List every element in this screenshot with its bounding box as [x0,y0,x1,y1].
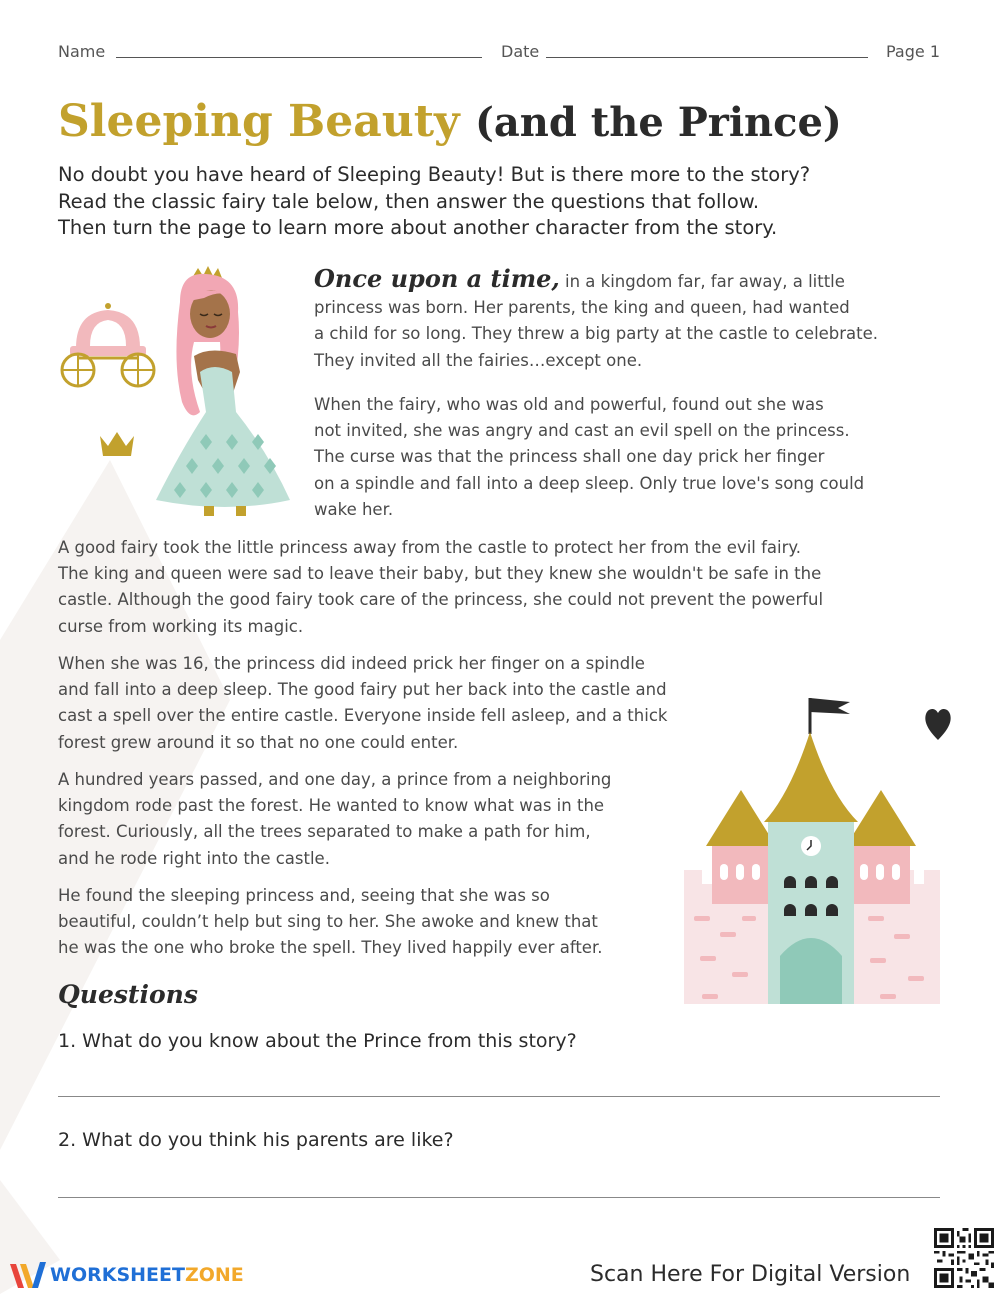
story-paragraph-3 [58,535,823,640]
title-main: Sleeping Beauty [58,96,460,147]
questions-heading: Questions [58,980,198,1009]
story-line: forest grew around it so that no one could enter. [58,732,459,752]
story-line: on a spindle and fall into a deep sleep. Only true love's song could [314,473,865,493]
brand-zone: ZONE [184,1264,244,1286]
princess-illustration [150,262,300,522]
worksheetzone-logo [8,1258,48,1292]
question-1 [58,1030,577,1052]
story-line: a child for so long. They threw a big party at the castle to celebrate. [314,324,879,344]
question-text: What do you know about the Prince from this story? [76,1030,577,1052]
crown-icon [98,428,136,458]
story-line: wake her. [314,499,394,519]
story-lead: Once upon a time, [314,264,560,293]
story-paragraph-5 [58,767,611,872]
story-line: forest. Curiously, all the trees separated to make a path for him, [58,822,591,842]
intro-line: Then turn the page to learn more about another character from the story. [58,216,778,239]
story-line: The curse was that the princess shall one day prick her finger [314,447,825,467]
story-line: When she was 16, the princess did indeed prick her finger on a spindle [58,654,645,673]
story-line: castle. Although the good fairy took care of the princess, she could not prevent the powerful [58,590,824,610]
story-paragraph-1 [314,266,878,374]
story-line: They invited all the fairies…except one. [314,350,643,370]
story-line: kingdom rode past the forest. He wanted to know what was in the [58,796,605,816]
story-line: The king and queen were sad to leave their baby, but they knew she wouldn't be safe in the [58,564,822,584]
answer-line-2[interactable] [58,1197,940,1198]
brand-name [50,1264,244,1286]
story-line: he was the one who broke the spell. They lived happily ever after. [58,938,603,958]
question-number: 1. [58,1030,77,1052]
header-fields [58,40,942,64]
story-line: in a kingdom far, far away, a little [559,272,845,291]
answer-line-1[interactable] [58,1096,940,1097]
story-line: A hundred years passed, and one day, a prince from a neighboring [58,770,612,789]
story-paragraph-4 [58,651,667,756]
page-title [58,96,842,147]
story-line: princess was born. Her parents, the king and queen, had wanted [314,298,850,318]
brand-main: WORKSHEET [50,1264,185,1286]
intro-line: Read the classic fairy tale below, then answer the questions that follow. [58,189,760,213]
intro-text [58,162,958,242]
question-number: 2. [58,1129,77,1151]
story-line: and fall into a deep sleep. The good fairy put her back into the castle and [58,680,667,700]
qr-code[interactable] [934,1228,994,1288]
story-line: and he rode right into the castle. [58,848,330,868]
story-line: He found the sleeping princess and, seeing that she was so [58,886,550,905]
story-line: curse from working its magic. [58,616,304,636]
story-paragraph-2 [314,392,864,523]
story-line: When the fairy, who was old and powerful, found out she was [314,395,824,414]
date-label: Date [501,42,540,61]
scan-text: Scan Here For Digital Version [590,1262,911,1287]
intro-line: No doubt you have heard of Sleeping Beauty! But is there more to the story? [58,163,811,186]
carriage-icon [56,300,160,392]
page-number: Page 1 [886,42,940,61]
date-line[interactable] [546,57,868,58]
castle-illustration [680,694,944,1010]
story-line: cast a spell over the entire castle. Everyone inside fell asleep, and a thick [58,706,668,726]
story-line: beautiful, couldn’t help but sing to her. She awoke and knew that [58,912,598,932]
question-2 [58,1129,454,1151]
question-text: What do you think his parents are like? [76,1129,454,1151]
story-line: A good fairy took the little princess away from the castle to protect her from the evil fairy. [58,538,802,557]
story-paragraph-6 [58,883,602,962]
name-line[interactable] [116,57,482,58]
title-sub: (and the Prince) [474,99,842,146]
name-label: Name [58,42,106,61]
story-line: not invited, she was angry and cast an evil spell on the princess. [314,421,850,441]
